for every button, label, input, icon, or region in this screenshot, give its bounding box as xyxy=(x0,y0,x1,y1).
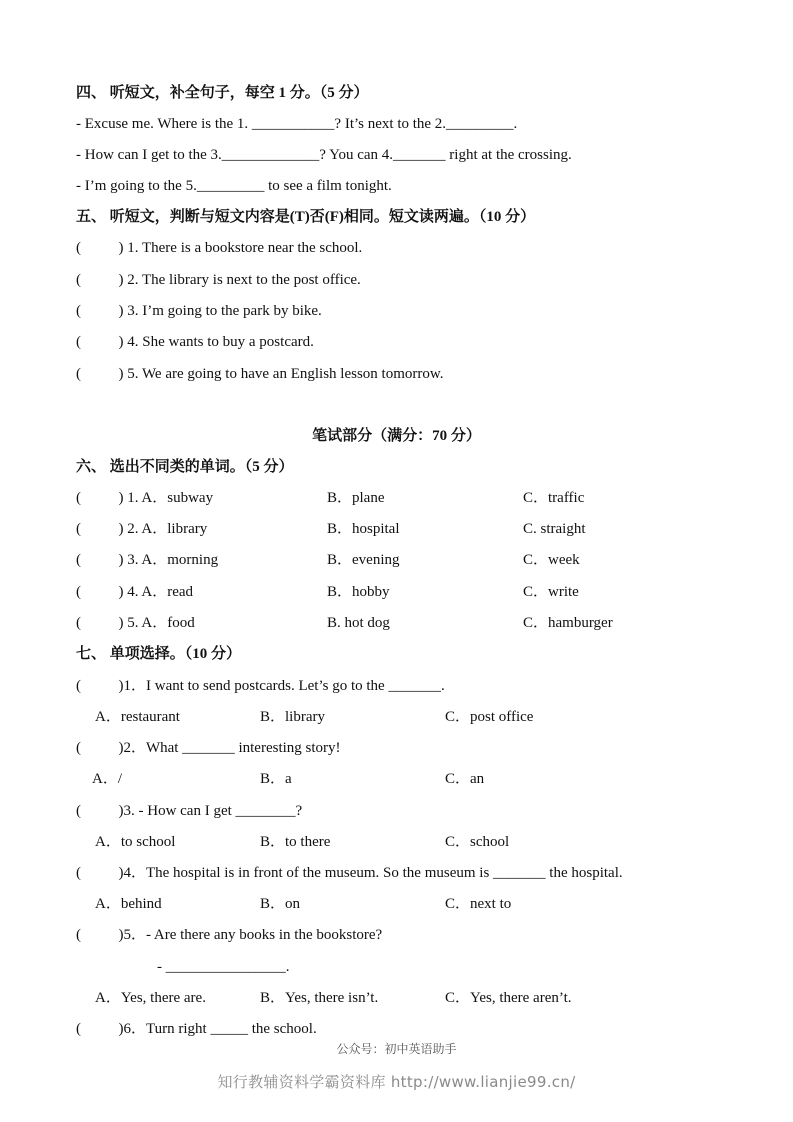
written-part-title: 笔试部分（满分：70 分） xyxy=(312,428,481,444)
section-6-q3-c: C．week xyxy=(523,552,580,568)
section-7-q2-opt-c: C．an xyxy=(445,771,485,787)
section-6-q4-a: ( ) 4. A．read xyxy=(76,584,194,600)
section-6-q1-c: C．traffic xyxy=(523,490,585,506)
section-6-q4-c: C．write xyxy=(523,584,579,600)
section-6-q5-c: C．hamburger xyxy=(523,615,613,631)
section-5-item-3: ( ) 3. I’m going to the park by bike. xyxy=(76,303,322,319)
section-7-q1: ( )1．I want to send postcards. Let’s go to the _______. xyxy=(76,678,445,694)
section-7-q5-opt-c: C．Yes, there aren’t. xyxy=(445,990,572,1006)
footer-source: 公众号：初中英语助手 xyxy=(336,1042,457,1056)
section-7-q5-answer-blank: - ________________. xyxy=(157,959,290,975)
section-6-title: 六、 选出不同类的单词。（5 分） xyxy=(76,459,294,475)
section-6-q2-a: ( ) 2. A．library xyxy=(76,521,208,537)
section-7-q3-opt-a: A．to school xyxy=(95,834,176,850)
section-5-title: 五、 听短文，判断与短文内容是(T)否(F)相同。短文读两遍。（10 分） xyxy=(76,209,536,225)
section-7-q5-opt-a: A．Yes, there are. xyxy=(95,990,206,1006)
section-7-q4-opt-b: B．on xyxy=(260,896,301,912)
section-7-q1-opt-b: B．library xyxy=(260,709,325,725)
section-7-q1-opt-a: A．restaurant xyxy=(95,709,180,725)
section-6-q5-b: B. hot dog xyxy=(327,615,390,631)
section-4-title: 四、 听短文，补全句子，每空 1 分。（5 分） xyxy=(76,85,369,101)
section-5-item-4: ( ) 4. She wants to buy a postcard. xyxy=(76,334,314,350)
section-7-q6: ( )6．Turn right _____ the school. xyxy=(76,1021,317,1037)
section-7-q3-opt-b: B．to there xyxy=(260,834,331,850)
section-7-q5-opt-b: B．Yes, there isn’t. xyxy=(260,990,379,1006)
section-6-q3-a: ( ) 3. A．morning xyxy=(76,552,219,568)
section-4-line-3: - I’m going to the 5._________ to see a film tonight. xyxy=(76,178,392,194)
section-5-item-1: ( ) 1. There is a bookstore near the school. xyxy=(76,240,363,256)
section-5-item-5: ( ) 5. We are going to have an English lesson tomorrow. xyxy=(76,366,444,382)
section-6-q4-b: B．hobby xyxy=(327,584,390,600)
section-7-q4-opt-a: A．behind xyxy=(95,896,162,912)
section-6-q3-b: B．evening xyxy=(327,552,400,568)
section-7-q3: ( )3. - How can I get ________? xyxy=(76,803,303,819)
section-6-q1-b: B．plane xyxy=(327,490,385,506)
section-6-q1-a: ( ) 1. A．subway xyxy=(76,490,214,506)
section-7-q2-opt-a: A．/ xyxy=(92,771,123,787)
section-6-q2-c: C. straight xyxy=(523,521,586,537)
section-4-line-1: - Excuse me. Where is the 1. ___________? It’s next to the 2._________. xyxy=(76,116,518,132)
section-7-q1-opt-c: C．post office xyxy=(445,709,534,725)
section-7-q4: ( )4．The hospital is in front of the museum. So the museum is _______ the hospital. xyxy=(76,865,623,881)
section-5-item-2: ( ) 2. The library is next to the post office. xyxy=(76,272,361,288)
section-7-q3-opt-c: C．school xyxy=(445,834,510,850)
section-6-q5-a: ( ) 5. A．food xyxy=(76,615,195,631)
watermark-text: 知行教辅资料学霸资料库 http://www.lianjie99.cn/ xyxy=(217,1073,576,1091)
section-6-q2-b: B．hospital xyxy=(327,521,400,537)
section-7-title: 七、 单项选择。（10 分） xyxy=(76,646,242,662)
section-7-q5: ( )5．- Are there any books in the bookstore? xyxy=(76,927,383,943)
section-7-q2: ( )2．What _______ interesting story! xyxy=(76,740,341,756)
section-7-q2-opt-b: B．a xyxy=(260,771,292,787)
section-7-q4-opt-c: C．next to xyxy=(445,896,512,912)
section-4-line-2: - How can I get to the 3._____________? You can 4._______ right at the crossing. xyxy=(76,147,572,163)
